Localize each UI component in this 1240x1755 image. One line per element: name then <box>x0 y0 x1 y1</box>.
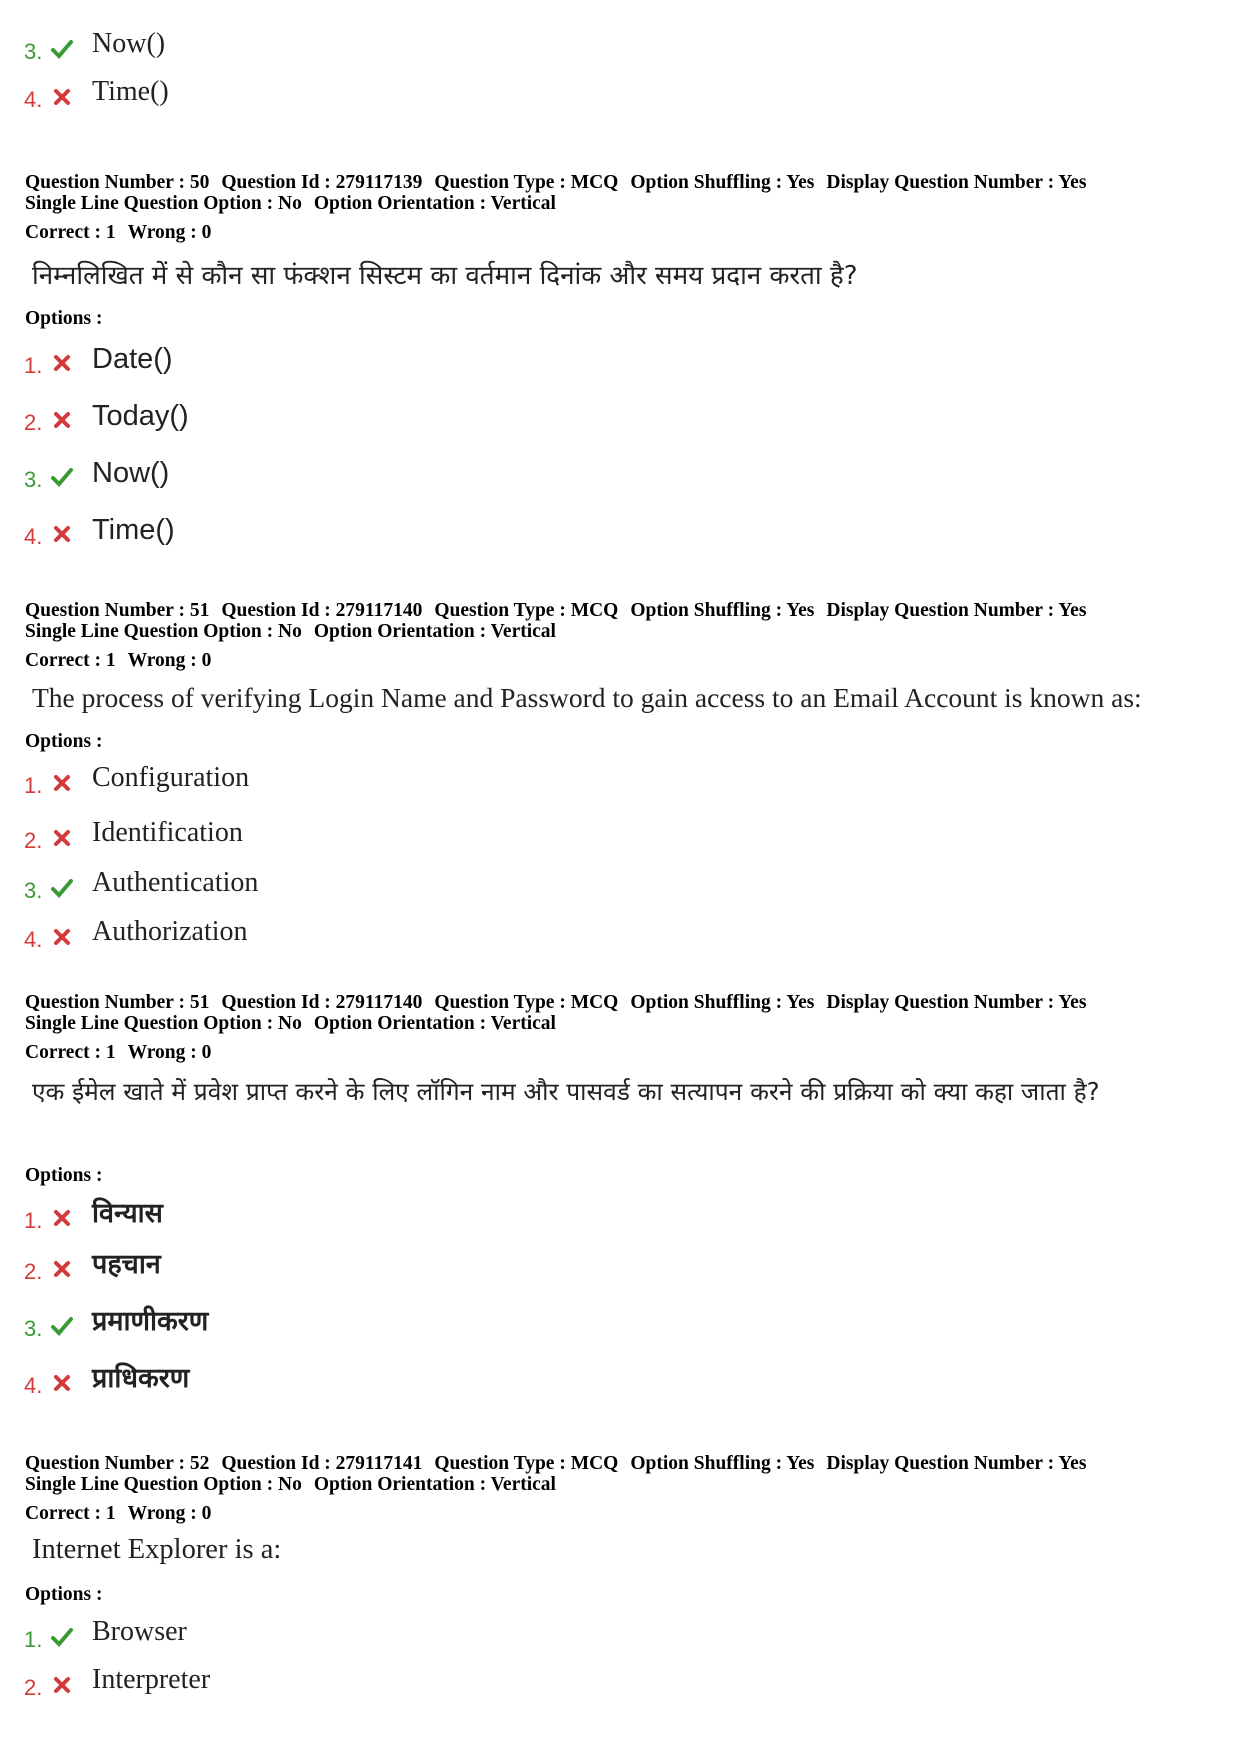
option-text: Now() <box>92 457 170 489</box>
option-number: 2. <box>24 1259 43 1284</box>
question-meta-line-2: Single Line Question Option : No Option Orientation : Vertical <box>25 193 556 214</box>
option-number: 4. <box>24 524 43 549</box>
option-text: Identification <box>92 817 243 848</box>
options-label: Options : <box>25 731 103 752</box>
option-text: Authorization <box>92 916 248 947</box>
question-meta-line-1: Question Number : 51 Question Id : 279117140 Question Type : MCQ Option Shuffling : Yes Display Question Number : Yes <box>25 992 1087 1013</box>
option-number: 3. <box>24 878 43 903</box>
cross-icon <box>50 772 74 794</box>
question-meta-line-1: Question Number : 50 Question Id : 279117139 Question Type : MCQ Option Shuffling : Yes Display Question Number : Yes <box>25 172 1087 193</box>
check-icon <box>50 38 74 60</box>
question-meta-line-3: Correct : 1 Wrong : 0 <box>25 1042 212 1063</box>
question-meta-line-1: Question Number : 52 Question Id : 279117141 Question Type : MCQ Option Shuffling : Yes Display Question Number : Yes <box>25 1453 1087 1474</box>
question-text: निम्नलिखित में से कौन सा फंक्शन सिस्टम का वर्तमान दिनांक और समय प्रदान करता है? <box>32 261 858 291</box>
option-number: 4. <box>24 87 43 112</box>
cross-icon <box>50 352 74 374</box>
cross-icon <box>50 409 74 431</box>
cross-icon <box>50 86 74 108</box>
check-icon <box>50 877 74 899</box>
cross-icon <box>50 926 74 948</box>
options-label: Options : <box>25 308 103 329</box>
option-number: 1. <box>24 1208 43 1233</box>
option-number: 1. <box>24 1627 43 1652</box>
question-text: The process of verifying Login Name and Password to gain access to an Email Account is known as: <box>32 682 1142 713</box>
question-meta-line-3: Correct : 1 Wrong : 0 <box>25 650 212 671</box>
option-number: 3. <box>24 1316 43 1341</box>
cross-icon <box>50 827 74 849</box>
option-text: प्रमाणीकरण <box>92 1306 209 1337</box>
question-meta-line-2: Single Line Question Option : No Option Orientation : Vertical <box>25 1013 556 1034</box>
option-number: 2. <box>24 828 43 853</box>
option-text: विन्यास <box>92 1198 163 1229</box>
option-number: 1. <box>24 353 43 378</box>
question-meta-line-2: Single Line Question Option : No Option Orientation : Vertical <box>25 1474 556 1495</box>
option-number: 4. <box>24 927 43 952</box>
option-number: 3. <box>24 39 43 64</box>
option-number: 1. <box>24 773 43 798</box>
options-label: Options : <box>25 1165 103 1186</box>
option-text: Configuration <box>92 762 250 793</box>
check-icon <box>50 466 74 488</box>
question-meta-line-1: Question Number : 51 Question Id : 279117140 Question Type : MCQ Option Shuffling : Yes Display Question Number : Yes <box>25 600 1087 621</box>
options-label: Options : <box>25 1584 103 1605</box>
option-text: Now() <box>92 28 166 59</box>
option-text: Interpreter <box>92 1664 211 1695</box>
option-number: 2. <box>24 410 43 435</box>
option-number: 3. <box>24 467 43 492</box>
cross-icon <box>50 1372 74 1394</box>
question-text: एक ईमेल खाते में प्रवेश प्राप्त करने के लिए लॉगिन नाम और पासवर्ड का सत्यापन करने की प्रक्रिया को क्या कहा जाता है? <box>32 1077 1100 1106</box>
question-meta-line-3: Correct : 1 Wrong : 0 <box>25 222 212 243</box>
option-text: Today() <box>92 400 189 432</box>
question-meta-line-3: Correct : 1 Wrong : 0 <box>25 1503 212 1524</box>
option-text: प्राधिकरण <box>92 1363 190 1394</box>
option-number: 2. <box>24 1675 43 1700</box>
cross-icon <box>50 1674 74 1696</box>
cross-icon <box>50 1207 74 1229</box>
check-icon <box>50 1315 74 1337</box>
option-text: Authentication <box>92 867 259 898</box>
option-text: Time() <box>92 514 175 546</box>
option-text: पहचान <box>92 1249 161 1280</box>
option-text: Time() <box>92 76 169 107</box>
cross-icon <box>50 1258 74 1280</box>
cross-icon <box>50 523 74 545</box>
question-text: Internet Explorer is a: <box>32 1534 282 1565</box>
option-text: Date() <box>92 343 173 375</box>
question-meta-line-2: Single Line Question Option : No Option Orientation : Vertical <box>25 621 556 642</box>
option-text: Browser <box>92 1616 187 1647</box>
check-icon <box>50 1626 74 1648</box>
option-number: 4. <box>24 1373 43 1398</box>
